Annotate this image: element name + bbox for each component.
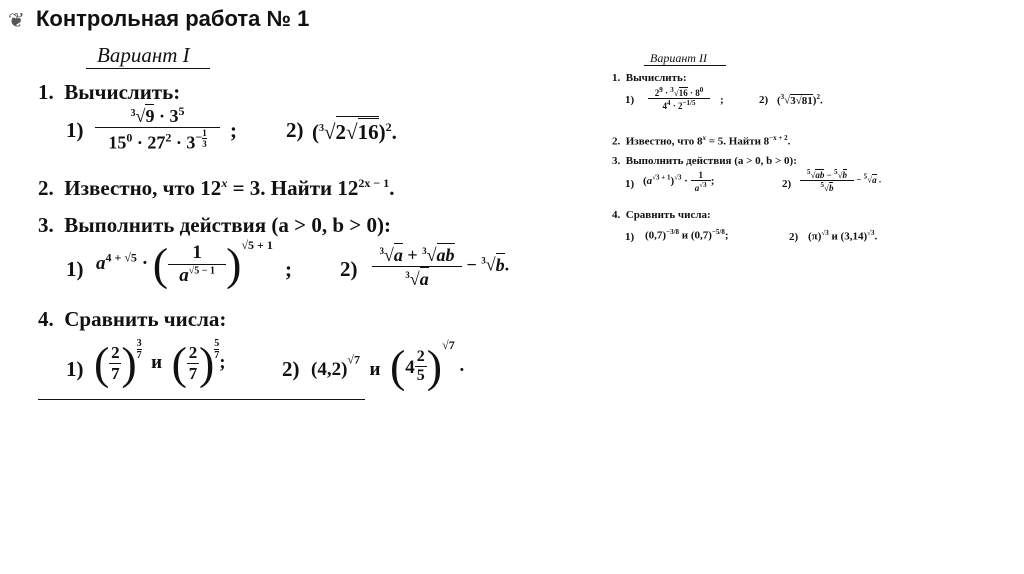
v1-task4-expr2: $(4,2)^{√7}$ и (4 $\frac{2}{5}$ )$^{√7}$ .	[311, 338, 465, 392]
v2-task1-item1-label: 1)	[625, 94, 635, 106]
v1-task4-item2-label: 2)	[282, 357, 300, 381]
variant2-heading: Вариант II	[650, 51, 707, 65]
v1-task3-item2-label: 2)	[340, 257, 358, 281]
v1-task2: 2. Известно, что $12^x = 3$. Найти $12^{2x - 1}$.	[38, 176, 395, 200]
v2-task2: 2. Известно, что $8^x = 5$. Найти $8^{-x + 2}$.	[612, 134, 791, 148]
v1-task3-semicolon: ;	[285, 257, 292, 281]
variant1-underline	[86, 68, 210, 69]
v2-task4-expr2: $(\pi)^{√3}$ и $(3,14)^{√3}$.	[808, 229, 878, 243]
variant1-bottom-rule	[38, 399, 365, 400]
variant1-heading: Вариант I	[97, 43, 190, 67]
variant2-underline	[644, 65, 726, 66]
v2-task4-title: 4. Сравнить числа:	[612, 209, 711, 221]
v2-task1-expr1: $\frac{2^9 \cdot ^3√16 \cdot 8^0}{4^4 \cdot 2^{-1/5}}$	[648, 86, 710, 111]
v2-task1-title: 1. Вычислить:	[612, 72, 687, 84]
v2-task3-item2-label: 2)	[782, 178, 792, 190]
v1-task3-expr1: $a^{4 + √5}$ · ( $\frac{1}{a^{√5 - 1}}$ )$^{√5 + 1}$	[96, 238, 273, 290]
v2-task1-item2-label: 2)	[759, 94, 769, 106]
v2-task1-semicolon: ;	[720, 94, 724, 106]
page-title: Контрольная работа № 1	[36, 6, 310, 31]
v2-task4-expr1: $(0,7)^{-3/8}$ и $(0,7)^{-5/8}$;	[645, 228, 729, 242]
v1-task4-item1-label: 1)	[66, 357, 84, 381]
v2-task4-item2-label: 2)	[789, 231, 799, 243]
v1-task1-title: 1. Вычислить:	[38, 80, 181, 104]
v1-task1-expr2: $(^3√2√16)^2$.	[312, 116, 397, 145]
v2-task3-expr1: $(a^{√3 + 1})^{√3}$ · $\frac{1}{a^{√3}}$ ;	[643, 170, 715, 193]
v2-task4-item1-label: 1)	[625, 231, 635, 243]
v2-task3-item1-label: 1)	[625, 178, 635, 190]
v1-task1-item2-label: 2)	[286, 118, 304, 142]
v2-task3-expr2: $\frac{^5√ab - ^5√b}{^5√b}$ − $^5$√a .	[800, 168, 881, 193]
v1-task3-expr2: $\frac{^3√a + ^3√ab}{^3√a}$ − $^3$√b.	[372, 243, 509, 290]
v1-task4-title: 4. Сравнить числа:	[38, 307, 227, 331]
v1-task1-item1-label: 1)	[66, 118, 84, 142]
v1-task1-expr1: $^3√9 \cdot 3^5$ $15^0 \cdot 27^2 \cdot 3^{- \frac{1}{3}}$	[95, 104, 220, 153]
v1-task3-title: 3. Выполнить действия (a > 0, b > 0):	[38, 213, 391, 237]
v1-task4-expr1: ( $\frac{2}{7}$ ) $\frac{3}{7}$ и ( $\frac{2}{7}$ ) $\frac{5}{7}$ ;	[94, 337, 226, 389]
v1-task1-semicolon: ;	[230, 118, 237, 142]
v2-task3-title: 3. Выполнить действия (a > 0, b > 0):	[612, 155, 797, 167]
v1-task3-item1-label: 1)	[66, 257, 84, 281]
ornament-icon: ❦	[8, 10, 25, 32]
v2-task1-expr2: $(^3√3√81)^2$.	[777, 93, 823, 107]
